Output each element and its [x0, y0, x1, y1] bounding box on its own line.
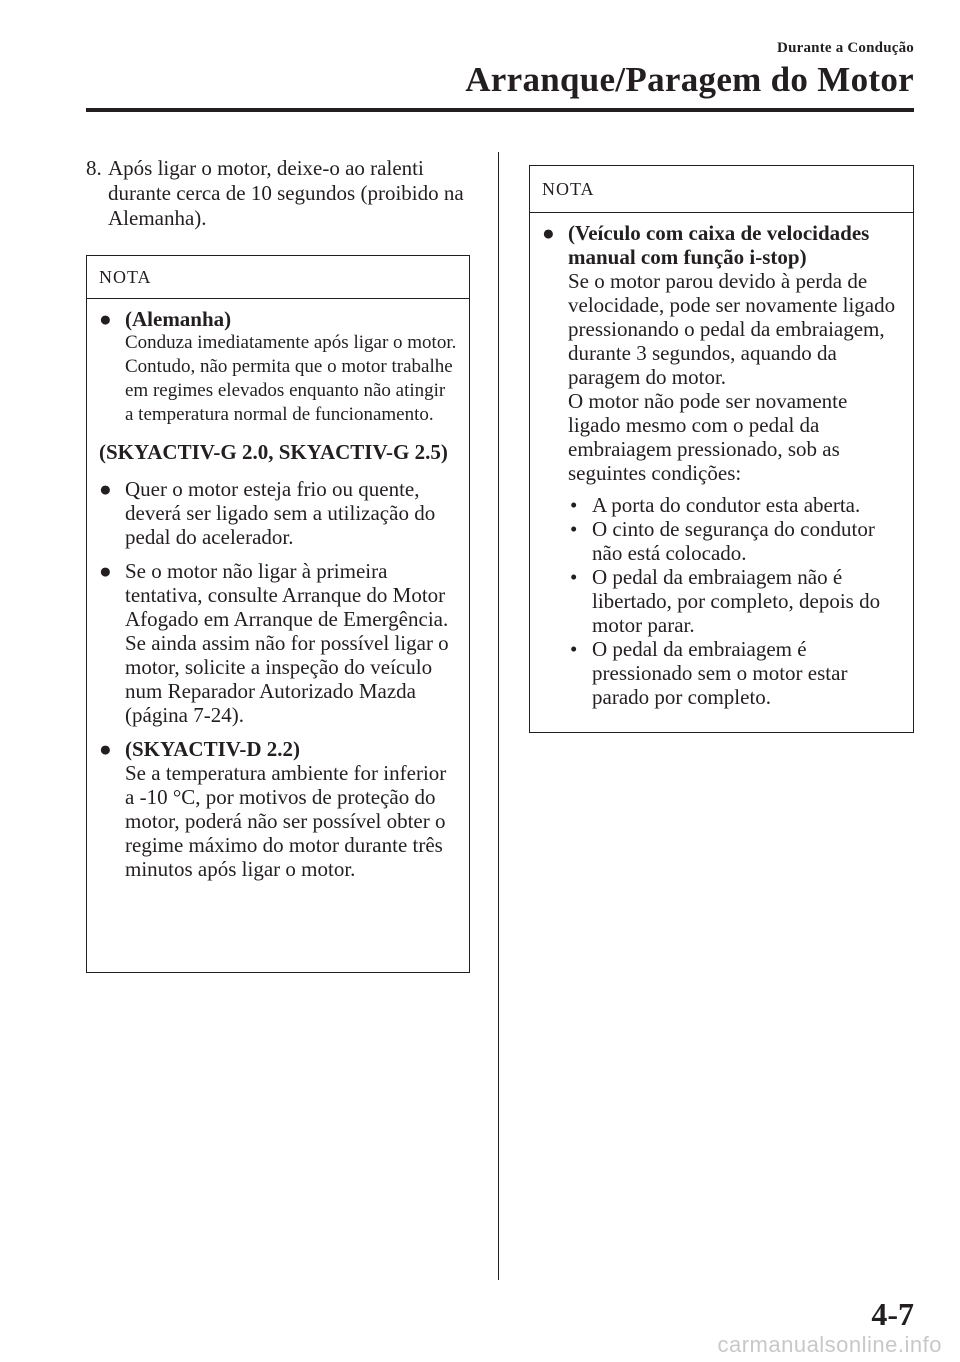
bullet-icon: • [570, 565, 578, 589]
condition-text: A porta do condutor esta aberta. [592, 493, 861, 517]
bullet-icon: • [570, 493, 578, 517]
list-item-text: Quer o motor esteja frio ou quente, deverá ser ligado sem a utilização do pedal do acelerador. [125, 477, 436, 549]
section-label: Durante a Condução [777, 40, 914, 56]
list-item-title: (Veículo com caixa de velocidades manual com função i-stop) [568, 221, 870, 269]
condition-item [568, 637, 901, 709]
step-number: 8. [86, 156, 102, 180]
note-heading: NOTA [530, 166, 913, 213]
list-item-title: (SKYACTIV-D 2.2) [125, 737, 301, 761]
list-item [99, 737, 457, 881]
note-body [87, 299, 469, 881]
list-item-text: O motor não pode ser novamente ligado mesmo com o pedal da embraiagem pressionado, sob as seguintes condições: [568, 389, 848, 485]
list-item-title: (Alemanha) [125, 307, 232, 331]
note-heading: NOTA [87, 256, 469, 299]
watermark: carmanualsonline.info [717, 1332, 942, 1357]
note-body [530, 213, 913, 709]
list-item-text: Conduza imediatamente após ligar o motor. Contudo, não permita que o motor trabalhe em regimes elevados enquanto não atingir a temperatura normal de funcionamento. [125, 332, 457, 425]
list-item-text: Se o motor parou devido à perda de velocidade, pode ser novamente ligado pressionando o pedal da embraiagem, durante 3 segundos, aquando da paragem do motor. [568, 269, 896, 389]
list-item [542, 221, 901, 709]
note-subheading: (SKYACTIV-G 2.0, SKYACTIV-G 2.5) [99, 440, 448, 464]
condition-item [568, 517, 901, 565]
header-rule [86, 108, 914, 112]
condition-item [568, 565, 901, 637]
list-item-text: Se o motor não ligar à primeira tentativa, consulte Arranque do Motor Afogado em Arranque de Emergência. Se ainda assim não for possível ligar o motor, solicite a inspeção do veículo num Reparador Autorizado Mazda (página 7-24). [125, 559, 449, 727]
page-number: 4-7 [871, 1296, 914, 1332]
column-divider [498, 152, 499, 1280]
condition-text: O pedal da embraiagem não é libertado, por completo, depois do motor parar. [592, 565, 881, 637]
bullet-dot-icon: ● [99, 477, 112, 501]
bullet-dot-icon: ● [99, 737, 112, 761]
condition-list [568, 493, 901, 709]
step-text: Após ligar o motor, deixe-o ao ralenti durante cerca de 10 segundos (proibido na Alemanha). [108, 156, 464, 230]
list-item-text: Se a temperatura ambiente for inferior a -10 °C, por motivos de proteção do motor, poderá não ser possível obter o regime máximo do motor durante três minutos após ligar o motor. [125, 761, 447, 881]
bullet-icon: • [570, 517, 578, 541]
condition-text: O cinto de segurança do condutor não está colocado. [592, 517, 875, 565]
step-8 [86, 156, 476, 231]
chapter-title: Arranque/Paragem do Motor [465, 60, 914, 99]
bullet-dot-icon: ● [99, 307, 112, 331]
list-item [99, 559, 457, 727]
list-item [99, 477, 457, 549]
condition-text: O pedal da embraiagem é pressionado sem o motor estar parado por completo. [592, 637, 848, 709]
bullet-dot-icon: ● [542, 221, 555, 245]
bullet-dot-icon: ● [99, 559, 112, 583]
bullet-icon: • [570, 637, 578, 661]
list-item [99, 307, 457, 427]
note-box-right [529, 165, 914, 733]
condition-item [568, 493, 901, 517]
note-box-left [86, 255, 470, 973]
